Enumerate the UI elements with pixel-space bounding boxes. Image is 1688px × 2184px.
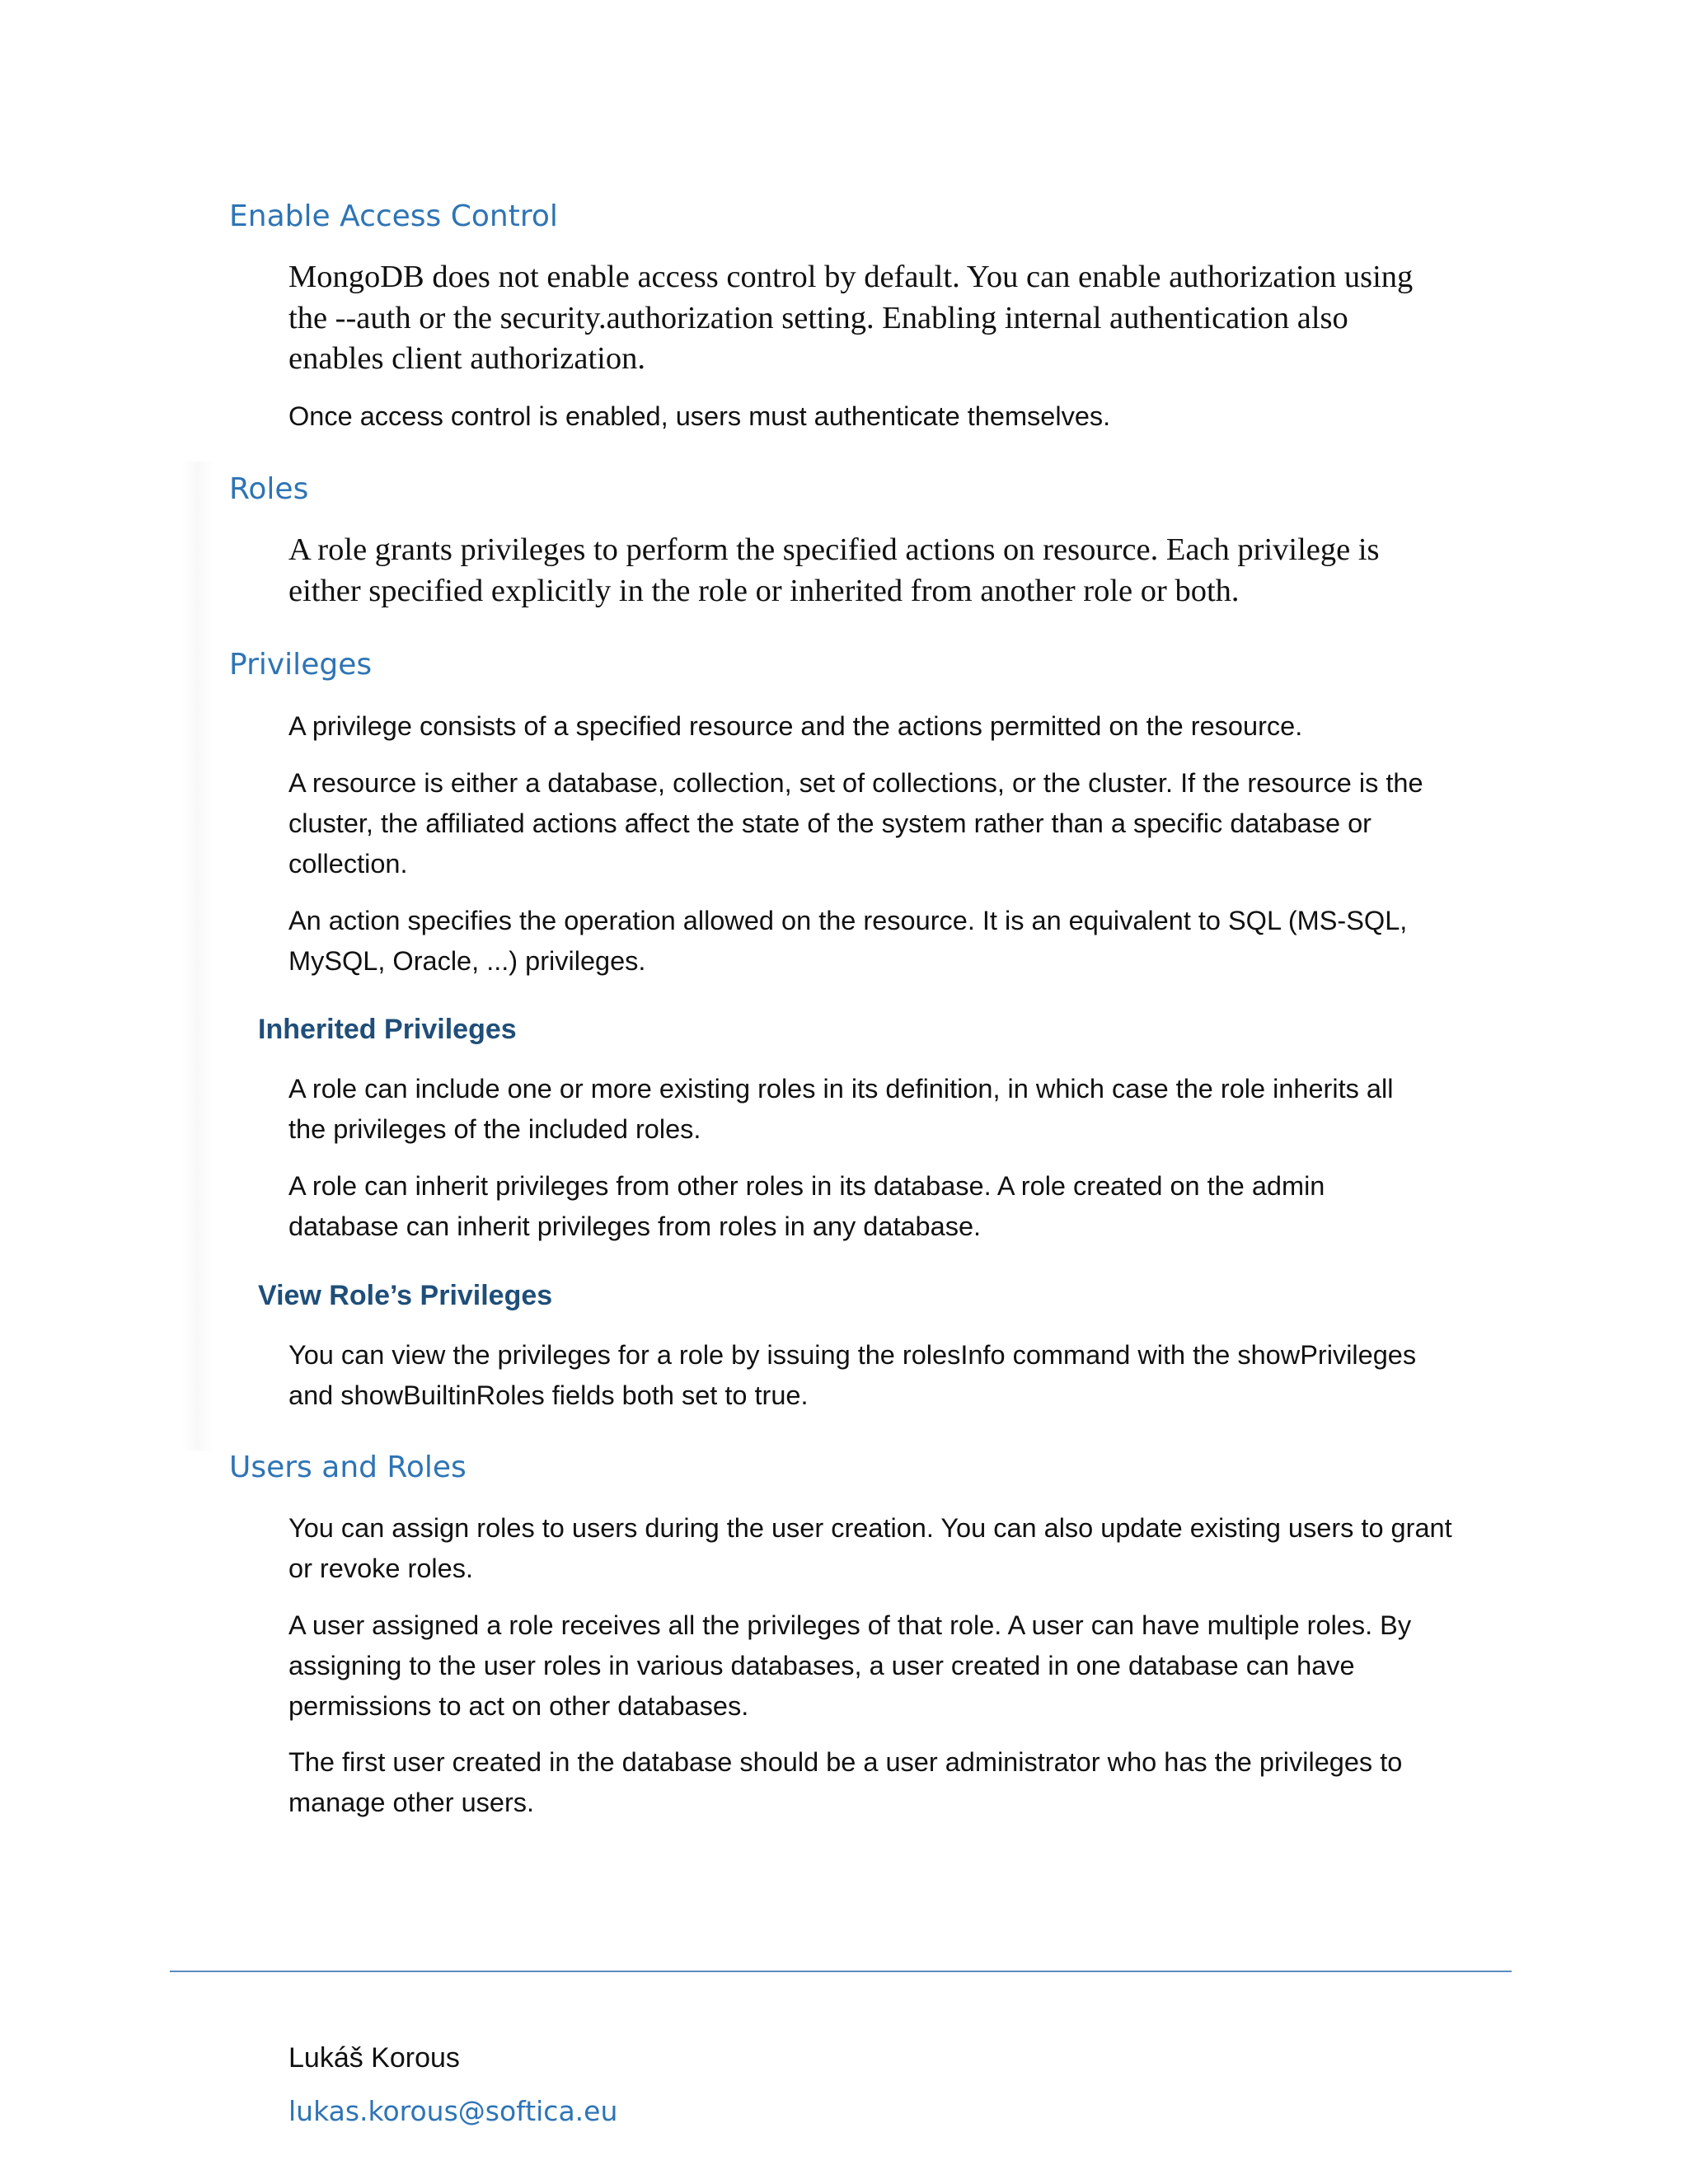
text-line: enables client authorization. <box>288 341 645 376</box>
footer-author: Lukáš Korous <box>288 2042 460 2074</box>
users-roles-paragraph-2 <box>288 1605 1500 1727</box>
text-line: The first user created in the database should be a user administrator who has the privileges to <box>288 1747 1403 1777</box>
heading-view-role-privileges: View Role’s Privileges <box>258 1280 553 1311</box>
text-line: A resource is either a database, collection, set of collections, or the cluster. If the resource is the <box>288 768 1423 798</box>
text-line: A user assigned a role receives all the privileges of that role. A user can have multiple roles. By <box>288 1610 1412 1640</box>
heading-enable-access-control: Enable Access Control <box>229 199 558 233</box>
heading-users-and-roles: Users and Roles <box>229 1451 467 1484</box>
text-line: permissions to act on other databases. <box>288 1691 749 1721</box>
access-control-paragraph <box>288 257 1500 380</box>
heading-privileges: Privileges <box>229 648 373 682</box>
text-line: the privileges of the included roles. <box>288 1114 701 1144</box>
text-line: the --auth or the security.authorization setting. Enabling internal authentication also <box>288 300 1348 335</box>
text-line: or revoke roles. <box>288 1554 473 1583</box>
heading-roles: Roles <box>229 472 309 506</box>
text-line: collection. <box>288 849 408 879</box>
text-line: cluster, the affiliated actions affect the state of the system rather than a specific database or <box>288 808 1372 838</box>
users-roles-paragraph-1 <box>288 1508 1500 1589</box>
text-line: You can view the privileges for a role by issuing the rolesInfo command with the showPrivileges <box>288 1340 1417 1370</box>
privileges-paragraph-2 <box>288 763 1500 884</box>
footer-divider <box>170 1971 1512 1972</box>
text-line: A role can include one or more existing roles in its definition, in which case the role inherits all <box>288 1074 1394 1104</box>
text-line: A role grants privileges to perform the specified actions on resource. Each privilege is <box>288 532 1380 567</box>
text-line: assigning to the user roles in various databases, a user created in one database can have <box>288 1651 1355 1680</box>
roles-paragraph <box>288 530 1500 612</box>
text-line: A privilege consists of a specified resource and the actions permitted on the resource. <box>288 711 1303 741</box>
text-line: database can inherit privileges from roles in any database. <box>288 1212 982 1241</box>
inherited-paragraph-1 <box>288 1069 1500 1150</box>
footer-email-link[interactable]: lukas.korous@softica.eu <box>288 2095 618 2127</box>
privileges-paragraph-3 <box>288 901 1500 982</box>
text-line: either specified explicitly in the role or inherited from another role or both. <box>288 573 1240 608</box>
scan-margin-shade <box>181 462 214 1451</box>
heading-inherited-privileges: Inherited Privileges <box>258 1014 517 1045</box>
view-roles-paragraph <box>288 1335 1500 1416</box>
privileges-paragraph-1 <box>288 706 1500 747</box>
users-roles-paragraph-3 <box>288 1742 1500 1823</box>
text-line: An action specifies the operation allowed on the resource. It is an equivalent to SQL (MS-SQL, <box>288 906 1408 935</box>
text-line: You can assign roles to users during the user creation. You can also update existing users to grant <box>288 1513 1452 1543</box>
text-line: A role can inherit privileges from other roles in its database. A role created on the admin <box>288 1171 1325 1201</box>
access-control-note: Once access control is enabled, users must authenticate themselves. <box>288 401 1111 431</box>
text-line: and showBuiltinRoles fields both set to true. <box>288 1380 809 1410</box>
inherited-paragraph-2 <box>288 1166 1500 1247</box>
text-line: manage other users. <box>288 1788 535 1817</box>
text-line: MySQL, Oracle, ...) privileges. <box>288 946 646 976</box>
text-line: MongoDB does not enable access control by default. You can enable authorization using <box>288 260 1414 294</box>
